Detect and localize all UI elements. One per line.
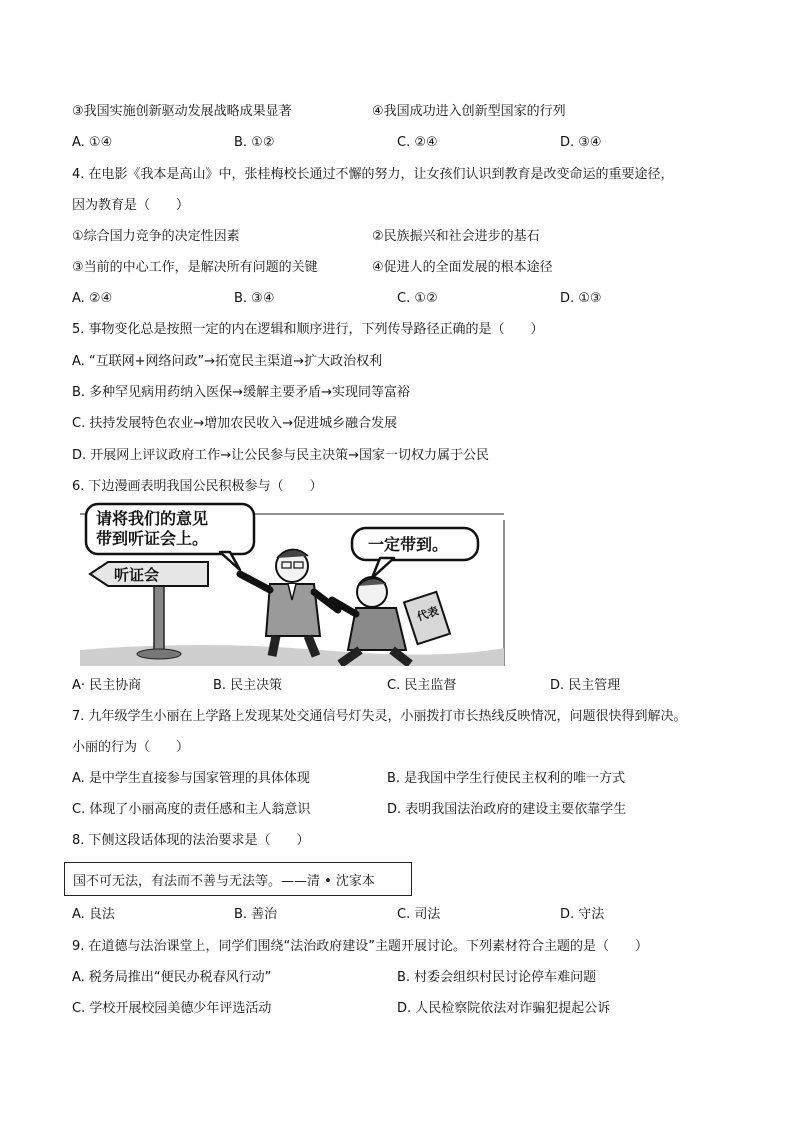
q7-option-d[interactable]: D. 表明我国法治政府的建设主要依靠学生 [387, 802, 627, 817]
q8-stem: 8. 下侧这段话体现的法治要求是（ ） [72, 833, 310, 848]
q4-option-b[interactable]: B. ③④ [234, 291, 275, 306]
bubble-left-line2: 带到听证会上。 [96, 529, 209, 548]
folder-label: 代表 [415, 604, 441, 624]
bubble-right-text: 一定带到。 [368, 535, 449, 554]
q5-option-b[interactable]: B. 多种罕见病用药纳入医保→缓解主要矛盾→实现同等富裕 [72, 385, 410, 400]
speech-bubble-right [352, 528, 478, 578]
q8-option-d[interactable]: D. 守法 [560, 907, 605, 922]
q6-option-a[interactable]: A· 民主协商 [72, 678, 142, 693]
q7-option-c[interactable]: C. 体现了小丽高度的责任感和主人翁意识 [72, 802, 311, 817]
q4-item-2: ②民族振兴和社会进步的基石 [372, 229, 540, 244]
hearing-signpost [90, 562, 208, 659]
q8-quote-box [64, 862, 412, 896]
q7-option-b[interactable]: B. 是我国中学生行使民主权利的唯一方式 [387, 771, 626, 786]
q3-item-4: ④我国成功进入创新型国家的行列 [372, 104, 566, 119]
q4-stem-line1: 4. 在电影《我本是高山》中，张桂梅校长通过不懈的努力，让女孩们认识到教育是改变命运的重要途径， [72, 167, 674, 182]
q8-option-b[interactable]: B. 善治 [234, 907, 278, 922]
q9-option-d[interactable]: D. 人民检察院依法对诈骗犯提起公诉 [397, 1001, 611, 1016]
q9-option-b[interactable]: B. 村委会组织村民讨论停车难问题 [397, 970, 597, 985]
citizen-figure [240, 549, 338, 656]
q4-stem-line2: 因为教育是（ ） [72, 198, 190, 213]
q6-stem: 6. 下边漫画表明我国公民积极参与（ ） [72, 479, 323, 494]
q6-option-d[interactable]: D. 民主管理 [550, 678, 621, 693]
q4-option-a[interactable]: A. ②④ [72, 291, 113, 306]
q5-option-d[interactable]: D. 开展网上评议政府工作→让公民参与民主决策→国家一切权力属于公民 [72, 448, 490, 463]
q4-option-c[interactable]: C. ①② [397, 291, 438, 306]
q5-stem: 5. 事物变化总是按照一定的内在逻辑和顺序进行，下列传导路径正确的是（ ） [72, 322, 544, 337]
q9-option-a[interactable]: A. 税务局推出“便民办税春风行动” [72, 970, 272, 985]
hearing-cartoon [80, 500, 506, 666]
q7-stem-line1: 7. 九年级学生小丽在上学路上发现某处交通信号灯失灵，小丽拨打市长热线反映情况，问题很快得到解决。 [72, 709, 687, 724]
q8-option-c[interactable]: C. 司法 [397, 907, 441, 922]
q6-option-c[interactable]: C. 民主监督 [387, 678, 457, 693]
q9-stem: 9. 在道德与法治课堂上，同学们围绕“法治政府建设”主题开展讨论。下列素材符合主题的是（ ） [72, 939, 649, 954]
q4-option-d[interactable]: D. ①③ [560, 291, 602, 306]
q9-option-c[interactable]: C. 学校开展校园美德少年评选活动 [72, 1001, 272, 1016]
q3-option-c[interactable]: C. ②④ [397, 135, 438, 150]
speech-bubble-left [86, 504, 254, 570]
q5-option-c[interactable]: C. 扶持发展特色农业→增加农民收入→促进城乡融合发展 [72, 416, 398, 431]
representative-figure [332, 577, 450, 664]
q3-option-a[interactable]: A. ①④ [72, 135, 113, 150]
q7-stem-line2: 小丽的行为（ ） [72, 740, 190, 755]
q4-item-3: ③当前的中心工作，是解决所有问题的关键 [72, 260, 318, 275]
q8-quote: 国不可无法，有法而不善与无法等。——清 • 沈家本 [73, 874, 375, 889]
q5-option-a[interactable]: A. “互联网+网络问政”→拓宽民主渠道→扩大政治权利 [72, 354, 383, 369]
q6-option-b[interactable]: B. 民主决策 [213, 678, 283, 693]
q3-option-d[interactable]: D. ③④ [560, 135, 602, 150]
q3-option-b[interactable]: B. ①② [234, 135, 275, 150]
q8-option-a[interactable]: A. 良法 [72, 907, 115, 922]
q4-item-1: ①综合国力竞争的决定性因素 [72, 229, 240, 244]
q3-item-3: ③我国实施创新驱动发展战略成果显著 [72, 104, 292, 119]
q7-option-a[interactable]: A. 是中学生直接参与国家管理的具体体现 [72, 771, 310, 786]
bubble-left-line1: 请将我们的意见 [96, 509, 209, 528]
q4-item-4: ④促进人的全面发展的根本途径 [372, 260, 553, 275]
signpost-label: 听证会 [114, 566, 160, 584]
